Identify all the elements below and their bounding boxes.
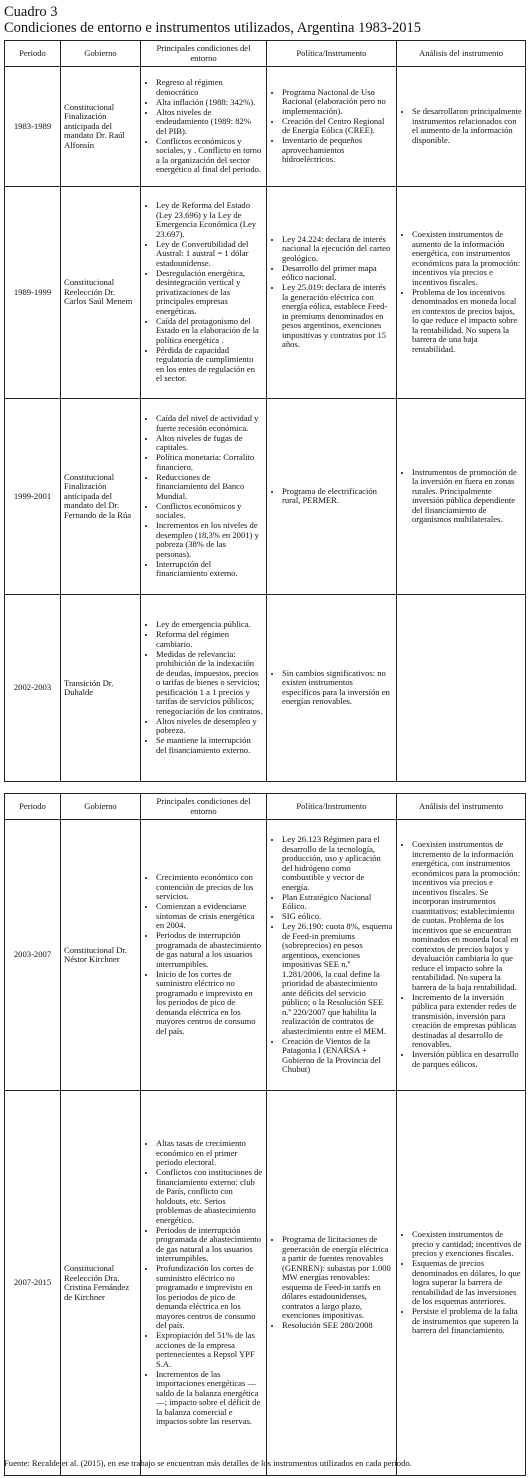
analysis-item: • Incremento de la inversión pública para extender redes de transmisión, inversión para creación de empresas públicas destinadas al desarrollo de renovables.: [412, 993, 522, 1050]
conditions-cell: [141, 1091, 267, 1476]
analysis-list: [400, 230, 522, 354]
analysis-item: • Instrumentos de promoción de la inversión en fuera en zonas rurales. Principalmente inversión pública dependiente del financiamiento de organismos multilaterales.: [412, 468, 522, 525]
analysis-list: [400, 468, 522, 525]
policy-list: [270, 487, 393, 506]
header-policy: Política/Instrumento: [267, 41, 397, 67]
government-cell: Constitucional Dr. Néstor Kirchner: [61, 820, 141, 1091]
conditions-list: [144, 78, 263, 175]
conditions-item: • Conflictos económicos y sociales, y . Conflicto en torno a la organización del sector energético al final del periodo.: [156, 137, 263, 175]
header-conditions: Principales condiciones del entorno: [141, 41, 267, 67]
analysis-item: • Esquemas de precios denominados en dólares, lo que logra superar la barrera de rentabilidad de las inversiones de los esquemas anteriores.: [412, 1259, 522, 1307]
header-government: Gobierno: [61, 794, 141, 820]
analysis-cell: [397, 1091, 526, 1476]
table-part-2: [4, 793, 526, 1476]
policy-item: • Programa de electrificación rural, PERMER.: [282, 487, 393, 506]
policy-item: • Inventario de pequeños aprovechamientos hidroeléctricos.: [282, 136, 393, 165]
policy-cell: [267, 187, 397, 399]
conditions-item: • Altos niveles de desempleo y pobreza.: [156, 717, 263, 736]
government-cell: Constitucional Reelección Dr. Carlos Saúl Menem: [61, 187, 141, 399]
conditions-item: • Reducciones de financiamiento del Banco Mundial.: [156, 473, 263, 502]
table-row: [5, 399, 526, 595]
policy-cell: [267, 820, 397, 1091]
conditions-item: • Expropiación del 51% de las acciones de la empresa pertenecientes a Repsol YPF S.A.: [156, 1331, 263, 1369]
conditions-list: [144, 873, 263, 1036]
conditions-item: • Conflictos económicos y sociales.: [156, 502, 263, 521]
conditions-item: • Profundización los cortes de suministro eléctrico no programado e imprevisto en los periodos de pico de demanda eléctrica en los mayores centros de consumo del país.: [156, 1264, 263, 1331]
header-period: Periodo: [5, 794, 61, 820]
analysis-cell: [397, 187, 526, 399]
conditions-item: • Ley de emergencia pública.: [156, 620, 263, 630]
analysis-cell: [397, 399, 526, 595]
policy-list: [270, 1235, 393, 1331]
header-conditions: Principales condiciones del entorno: [141, 794, 267, 820]
analysis-item: • Coexisten instrumentos de aumento de la información energética, con instrumentos económicos para la promoción: incentivos vía precios e incentivos fiscales.: [412, 230, 522, 287]
conditions-item: • Alta inflación (1988: 342%).: [156, 98, 263, 108]
government-cell: Constitucional Finalización anticipada del mandato del Dr. Fernando de la Rúa: [61, 399, 141, 595]
government-cell: Constitucional Finalización anticipada del mandato Dr. Raúl Alfonsín: [61, 67, 141, 187]
header-analysis: Análisis del instrumento: [397, 41, 526, 67]
table-row: [5, 595, 526, 782]
policy-list: [270, 669, 393, 707]
policy-cell: [267, 399, 397, 595]
conditions-item: • Reforma del régimen cambiario.: [156, 630, 263, 649]
analysis-cell: [397, 67, 526, 187]
table-header: [5, 41, 526, 67]
policy-cell: [267, 595, 397, 782]
conditions-item: • Se mantiene la interrupción del financiamiento externo.: [156, 736, 263, 755]
analysis-item: • Coexisten instrumentos de incremento de la información energética, con instrumentos económicos para la promoción: incentivos vía precios e incentivos fiscales. Se incorporan instrumentos cuantitativos: establecimiento de cuotas. Problema de los incentivos que se encuentran nominados en moneda local en contextos de precios bajos y devaluación cambiaria lo que reduce el impacto sobre la rentabilidad. No supera la barrera de la baja rentabilidad.: [412, 840, 522, 992]
conditions-item: • Pérdida de capacidad regulatoria de cumplimiento en los entes de regulación en el sector.: [156, 346, 263, 384]
conditions-cell: [141, 67, 267, 187]
conditions-item: • Inicio de los cortes de suministro eléctrico no programado e imprevisto en los periodos de pico de demanda eléctrica en los mayores centros de consumo del país.: [156, 970, 263, 1037]
conditions-item: • Comienzan a evidenciarse síntomas de crisis energética en 2004.: [156, 902, 263, 931]
table-row: [5, 187, 526, 399]
policy-list: [270, 88, 393, 165]
conditions-list: [144, 414, 263, 579]
period-cell: 1989-1999: [5, 187, 61, 399]
policy-item: • Creación del Centro Regional de Energía Eólica (CREE).: [282, 117, 393, 136]
analysis-item: • Se desarrollaron principalmente instrumentos relacionados con el aumento de la información disponible.: [412, 107, 522, 145]
policy-item: • Ley 26.123 Régimen para el desarrollo de la tecnología, producción, uso y aplicación del hidrógeno como combustible y vector de energía.: [282, 835, 393, 892]
policy-item: • Programa Nacional de Uso Racional (elaboración pero no implementación).: [282, 88, 393, 117]
period-cell: 2002-2003: [5, 595, 61, 782]
analysis-item: • Persiste el problema de la falta de instrumentos que superen la barrera del financiamiento.: [412, 1307, 522, 1336]
policy-list: [270, 235, 393, 350]
header-government: Gobierno: [61, 41, 141, 67]
document: [4, 4, 525, 782]
analysis-item: • Inversión pública en desarrollo de parques eólicos.: [412, 1050, 522, 1069]
period-cell: 1983-1989: [5, 67, 61, 187]
policy-item: • Creación de Vientos de la Patagonia I (ENARSA + Gobierno de la Provincia del Chubut): [282, 1037, 393, 1075]
conditions-cell: [141, 595, 267, 782]
policy-cell: [267, 1091, 397, 1476]
header-period: Periodo: [5, 41, 61, 67]
table-header-repeat: [5, 794, 526, 820]
table-row: [5, 67, 526, 187]
conditions-list: [144, 201, 263, 384]
conditions-item: • Altos niveles de fugas de capitales.: [156, 434, 263, 453]
conditions-item: • Incrementos de las importaciones energéticas —saldo de la balanza energética—; impacto sobre el déficit de la balanza comercial e impactos sobre las reservas.: [156, 1370, 263, 1427]
policy-item: • Programa de licitaciones de generación de energía eléctrica a partir de fuentes renovables (GENREN): subastas por 1.000 MW energías renovables: esquema de Feed-in tarifs en dólares estadounidenses, contratos a largo plazo, exenciones impositivas.: [282, 1235, 393, 1321]
analysis-item: • Coexisten instrumentos de precio y cantidad; incentivos de precios y exenciones fiscales.: [412, 1230, 522, 1259]
conditions-item: • Crecimiento económico con contención de precios de los servicios.: [156, 873, 263, 902]
header-policy: Política/Instrumento: [267, 794, 397, 820]
policy-item: • Ley 24.224: declara de interés nacional la ejecución del carteo geológico.: [282, 235, 393, 264]
conditions-cell: [141, 187, 267, 399]
analysis-list: [400, 840, 522, 1069]
conditions-list: [144, 1139, 263, 1427]
table-part-1: [4, 40, 526, 782]
policy-item: • Sin cambios significativos: no existen instrumentos específicos para la inversión en energías renovables.: [282, 669, 393, 707]
policy-item: • Ley 25.019: declara de interés la generación eléctrica con energía eólica, establece Feed-in premiums denominados en pesos argentinos, exenciones impositivas y contratos por 15 años.: [282, 283, 393, 350]
government-cell: Constitucional Reelección Dra. Cristina Fernández de Kirchner: [61, 1091, 141, 1476]
policy-list: [270, 835, 393, 1075]
source-note: Fuente: Recalde et al. (2015), en ese trabajo se encuentran más detalles de los instrumentos utilizados en cada periodo.: [4, 1458, 412, 1468]
conditions-item: • Conflictos con instituciones de financiamiento externo: club de París, conflicto con holdouts, etc. Serios problemas de abastecimiento energético.: [156, 1168, 263, 1225]
analysis-list: [400, 107, 522, 145]
conditions-item: • Periodos de interrupción programada de abastecimiento de gas natural a los usuarios interrumpibles.: [156, 1226, 263, 1264]
policy-item: • Ley 26.190: cuota 8%, esquema de Feed-in premiums (sobreprecios) en pesos argentinos, exenciones impositivas SEE n.º 1.281/2006, la cual define la prioridad de abastecimiento ante déficits del servicio público; o la Resolución SEE n.º 220/2007 que habilita la realización de contratos de abastecimiento entre el MEM.: [282, 922, 393, 1036]
policy-item: • SIG eólico.: [282, 912, 393, 922]
conditions-item: • Caída del protagonismo del Estado en la elaboración de la política energética .: [156, 317, 263, 346]
conditions-item: • Política monetaria: Corralito financiero.: [156, 453, 263, 472]
period-cell: 2007-2015: [5, 1091, 61, 1476]
table-row: [5, 1091, 526, 1476]
conditions-item: • Periodos de interrupción programada de abastecimiento de gas natural a los usuarios interrumpibles.: [156, 931, 263, 969]
analysis-list: [400, 1230, 522, 1336]
table-row: [5, 820, 526, 1091]
conditions-item: • Regreso al régimen democrático: [156, 78, 263, 97]
conditions-item: • Altas tasas de crecimiento económico en el primer periodo electoral.: [156, 1139, 263, 1168]
conditions-item: • Altos niveles de endeudamiento (1989: 82% del PIB).: [156, 108, 263, 137]
analysis-item: • Problema de los incentivos denominados en moneda local en contextos de precios bajos, lo que reduce el impacto sobre la rentabilidad. No supera la barrera de una baja rentabilidad.: [412, 288, 522, 355]
analysis-cell: [397, 595, 526, 782]
period-cell: 1999-2001: [5, 399, 61, 595]
table-caption-title: Condiciones de entorno e instrumentos utilizados, Argentina 1983-2015: [4, 20, 421, 36]
policy-cell: [267, 67, 397, 187]
conditions-item: • Caída del nivel de actividad y fuerte recesión económica.: [156, 414, 263, 433]
period-cell: 2003-2007: [5, 820, 61, 1091]
conditions-cell: [141, 820, 267, 1091]
policy-item: • Resolución SEE 280/2008: [282, 1321, 393, 1331]
table-caption-label: Cuadro 3: [4, 4, 58, 20]
government-cell: Transición Dr. Duhalde: [61, 595, 141, 782]
conditions-item: • Incrementos en los niveles de desempleo (18,3% en 2001) y pobreza (38% de las personas).: [156, 521, 263, 559]
analysis-cell: [397, 820, 526, 1091]
conditions-item: • Desregulación energética, desintegración vertical y privatizaciones de las principales empresas energéticas.: [156, 269, 263, 317]
policy-item: • Plan Estratégico Nacional Eólico.: [282, 893, 393, 912]
conditions-item: • Ley de Convertibilidad del Austral: 1 austral = 1 dólar estadounidense.: [156, 240, 263, 269]
policy-item: • Desarrollo del primer mapa eólico nacional.: [282, 264, 393, 283]
conditions-item: • Interrupción del financiamiento externo.: [156, 560, 263, 579]
header-analysis: Análisis del instrumento: [397, 794, 526, 820]
conditions-item: • Ley de Reforma del Estado (Ley 23.696) y la Ley de Emergencia Económica (Ley 23.697).: [156, 201, 263, 239]
conditions-item: • Medidas de relevancia: prohibición de la indexación de deudas, impuestos, precios o tarifas de bienes o servicios; pesificación 1 a 1 precios y tarifas de servicios públicos; renegociación de los contratos.: [156, 650, 263, 717]
conditions-cell: [141, 399, 267, 595]
conditions-list: [144, 620, 263, 755]
